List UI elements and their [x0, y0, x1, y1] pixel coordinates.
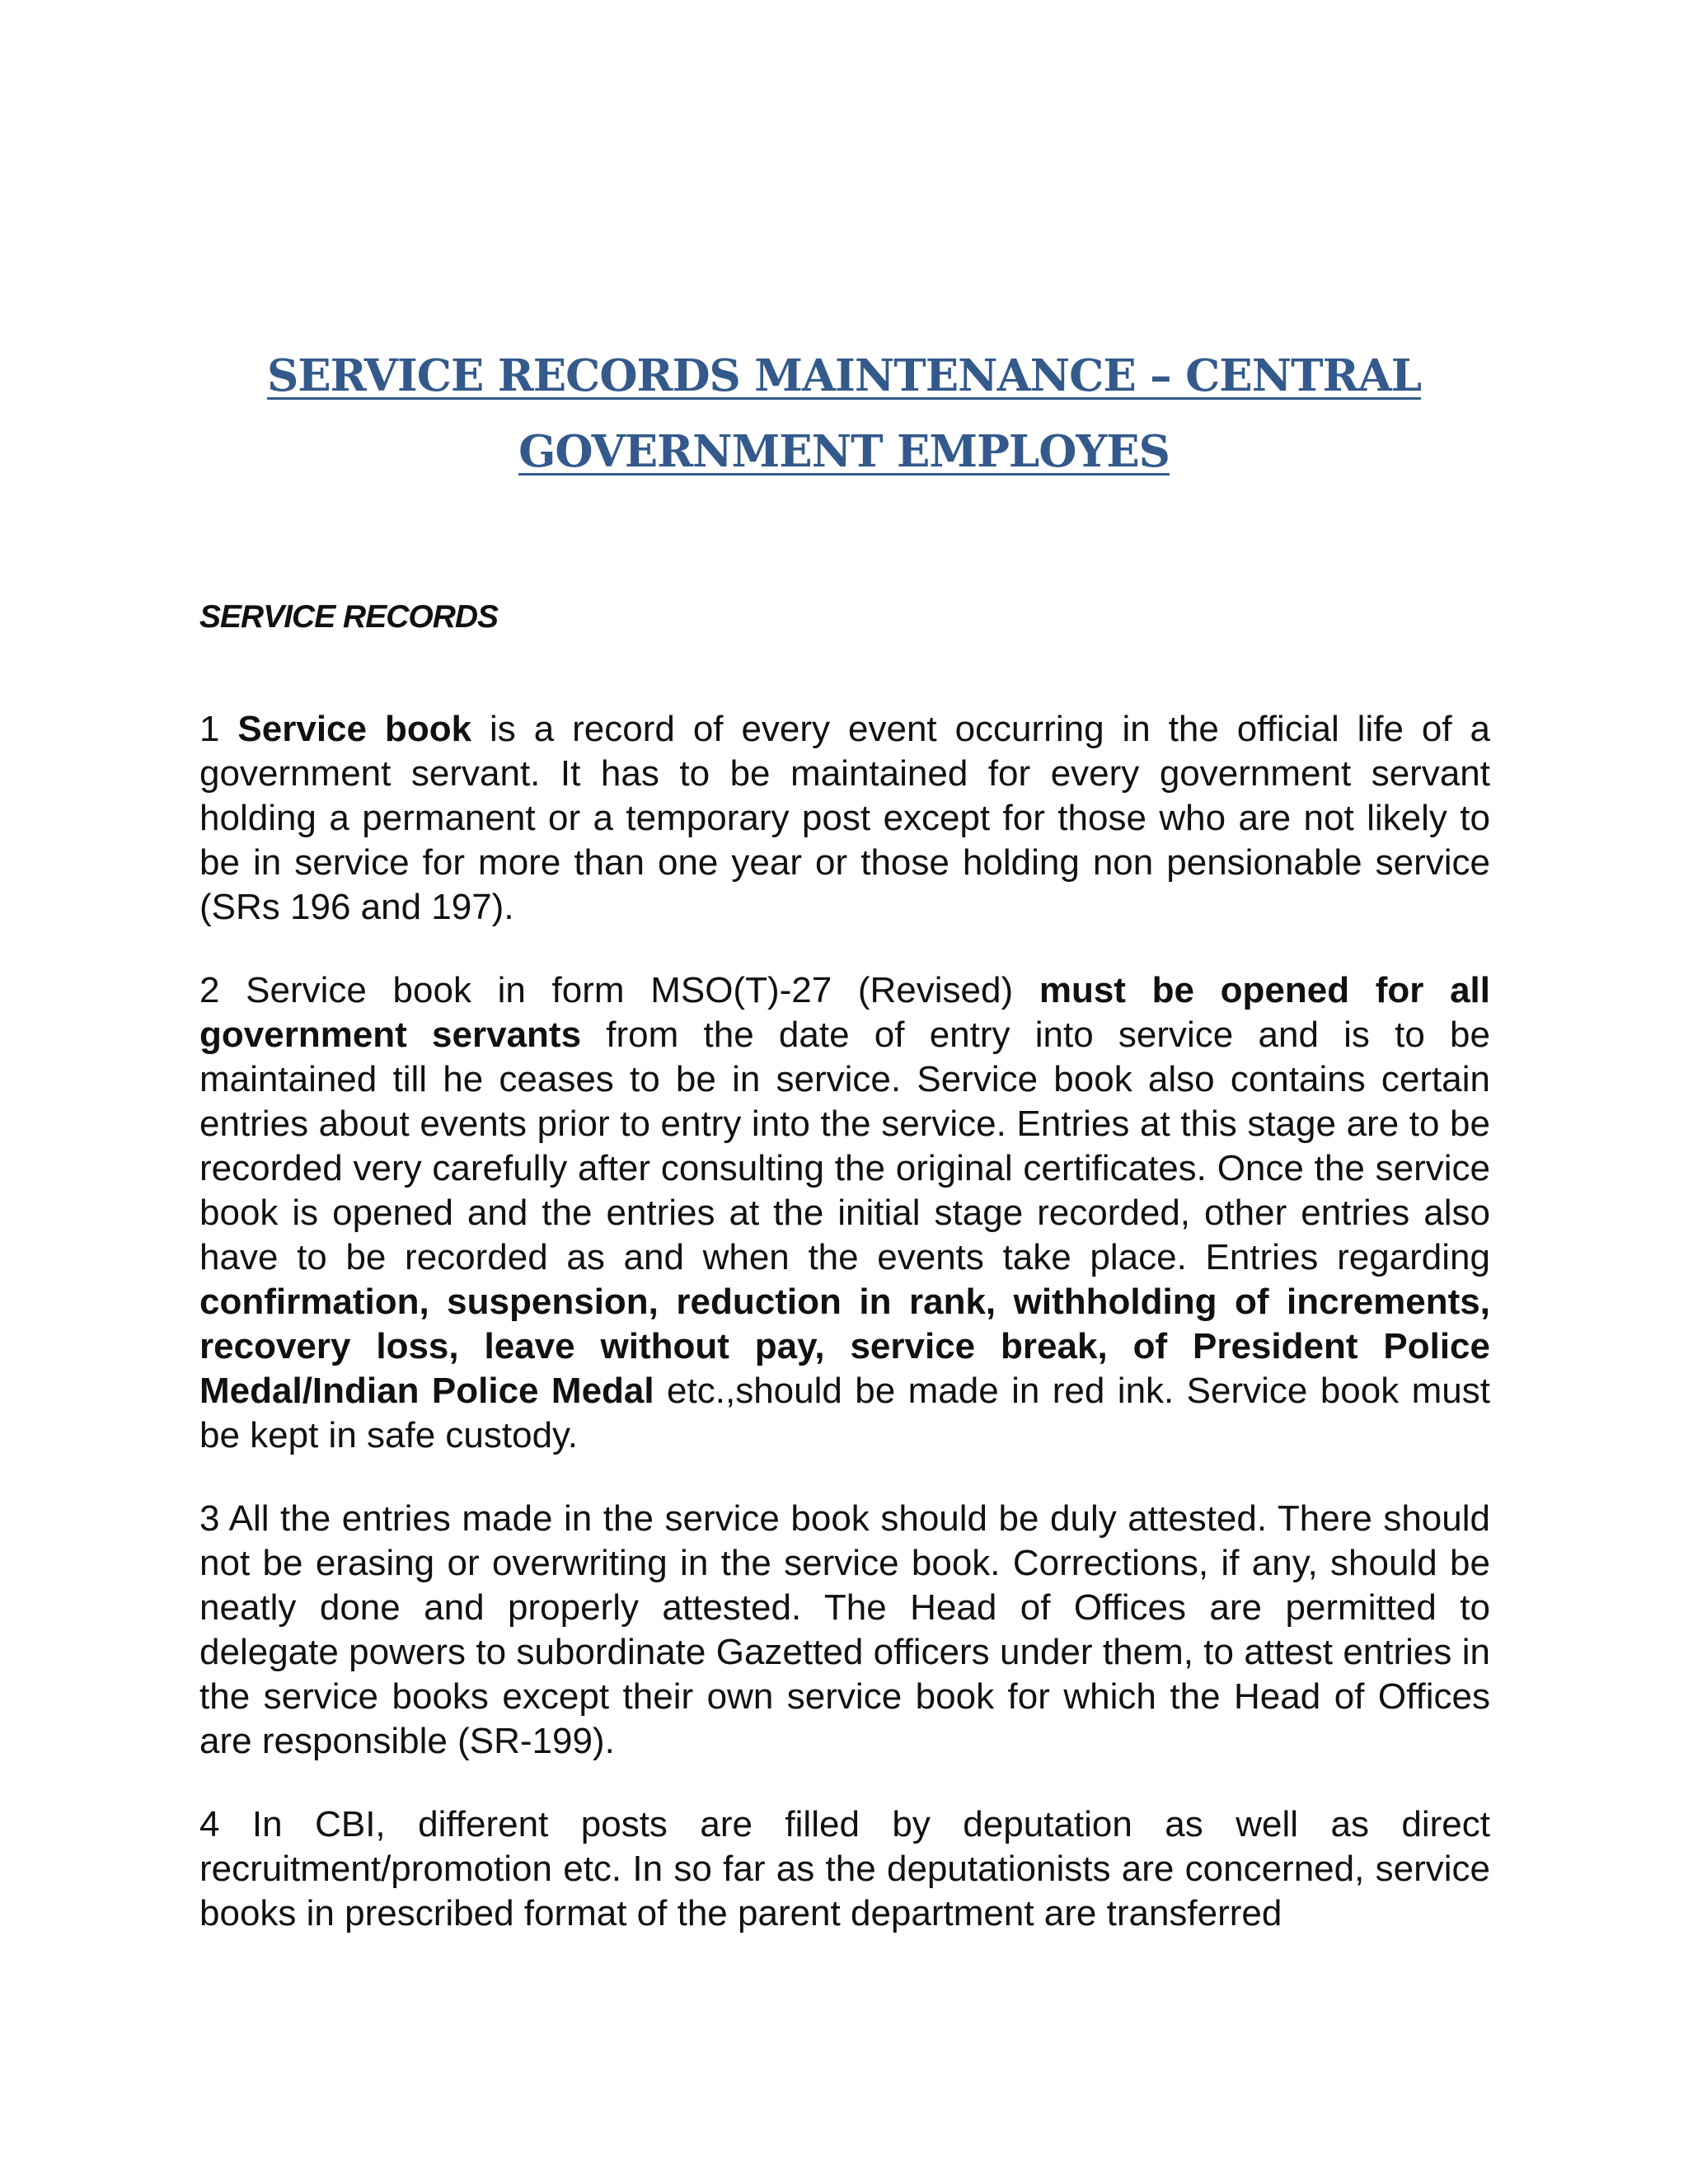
paragraph-2-text-middle: from the date of entry into service and is to be maintained till he ceases to be in service. Service book also contains certain entries about events prior to entry into the service. Entries at this stage are to be recorded very carefully after consulting the original certificates. Once the service book is opened and the entries at the initial stage recorded, other entries also have to be recorded as and when the events take place. Entries regarding — [199, 1015, 1490, 1277]
document-title — [165, 338, 1523, 490]
paragraph-1-number: 1 — [199, 709, 238, 749]
paragraph-1-bold-term: Service book — [237, 709, 472, 749]
paragraph-4: 4 In CBI, different posts are filled by deputation as well as direct recruitment/promotion etc. In so far as the deputationists are concerned, service books in prescribed format of the parent department are transferred — [199, 1804, 1490, 1933]
paragraph-1 — [199, 707, 1490, 930]
paragraph-1-text: is a record of every event occurring in the official life of a government servant. It has to be maintained for every government servant holding a permanent or a temporary post except for those who are not likely to be in service for more than one year or those holding non pensionable service (SRs 196 and 197). — [199, 709, 1490, 927]
paragraph-2-bold-requirement: must be opened for all government servants — [199, 970, 1491, 1055]
document-title-line-1: SERVICE RECORDS MAINTENANCE – CENTRAL — [266, 350, 1422, 401]
paragraph-2-text-end: etc.,should be made in red ink. Service book must be kept in safe custody. — [199, 1371, 1490, 1455]
document-body — [199, 577, 1490, 1975]
paragraph-3: 3 All the entries made in the service book should be duly attested. There should not be erasing or overwriting in the service book. Corrections, if any, should be neatly done and properly attested. The Head of Offices are permitted to delegate powers to subordinate Gazetted officers under them, to attest entries in the service books except their own service book for which the Head of Offices are responsible (SR-199). — [199, 1498, 1490, 1761]
paragraph-2-text-start: 2 Service book in form MSO(T)-27 (Revised) — [199, 970, 1039, 1010]
paragraph-2 — [199, 968, 1490, 1458]
document-title-line-2: GOVERNMENT EMPLOYES — [518, 426, 1170, 477]
paragraph-2-bold-entries: confirmation, suspension, reduction in rank, withholding of increments, recovery loss, leave without pay, service break, of President Police Medal/Indian Police Medal — [199, 1282, 1490, 1411]
section-heading: SERVICE RECORDS — [199, 599, 499, 635]
